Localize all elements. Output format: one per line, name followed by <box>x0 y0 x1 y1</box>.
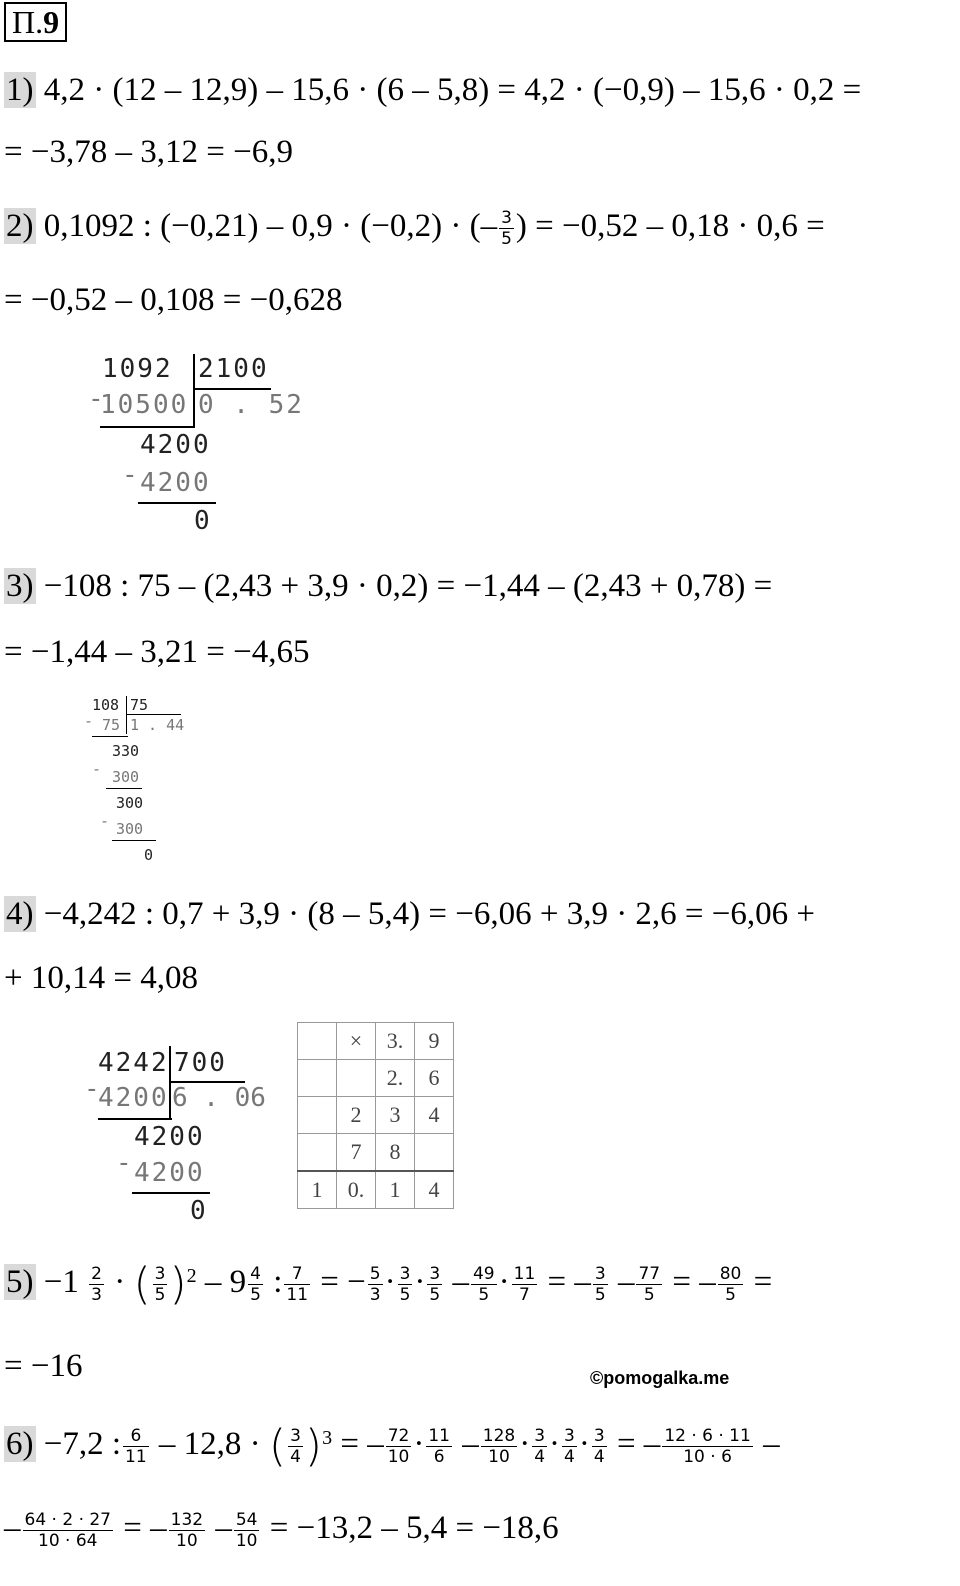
fraction: $\frac{11}{6}$ <box>428 1425 450 1467</box>
operator: – 9 <box>204 1264 247 1300</box>
grid-cell: 4 <box>415 1097 454 1134</box>
fraction: $\frac{54}{10}$ <box>235 1509 258 1551</box>
grid-cell: 9 <box>415 1023 454 1060</box>
grid-cell: 1 <box>298 1171 337 1209</box>
integer-part: 1 <box>62 1264 79 1300</box>
fraction: $\frac{12 \cdot 6 \cdot 11}{10 \cdot 6}$ <box>664 1425 751 1467</box>
underline <box>100 426 194 428</box>
underline <box>92 736 128 737</box>
remainder: 0 <box>144 846 154 864</box>
expression: 0,1092 : (−0,21) – 0,9 · (−0,2) · (– <box>43 208 498 244</box>
operator: = − <box>320 1264 366 1300</box>
operator: = – <box>340 1426 384 1462</box>
remainder: 0 <box>190 1196 206 1226</box>
divisor: 75 <box>130 696 149 714</box>
problem-5-line-1 <box>4 1258 773 1310</box>
problem-2-line-1 <box>4 206 825 249</box>
grid-cell <box>415 1134 454 1172</box>
problem-1-line-1 <box>4 70 861 110</box>
grid-cell: 3 <box>376 1097 415 1134</box>
subtrahend: 4200 <box>140 468 211 498</box>
expression: −7,2 : <box>43 1426 122 1462</box>
expression: −108 : 75 – (2,43 + 3,9 · 0,2) = −1,44 – (2,43 + 0,78) = <box>43 568 773 604</box>
fraction: $\frac{4}{5}$ <box>250 1263 261 1305</box>
division-bar <box>193 354 195 428</box>
quotient: 1 . 44 <box>130 716 185 734</box>
exponent: 3 <box>322 1427 333 1449</box>
operator: · <box>114 1264 126 1300</box>
expression: – 12,8 · <box>158 1426 261 1462</box>
subtrahend: 4200 <box>98 1083 169 1113</box>
fraction: $\frac{2}{3}$ <box>91 1263 102 1305</box>
remainder: 330 <box>112 742 140 760</box>
fraction: $\frac{80}{5}$ <box>719 1263 742 1305</box>
fraction: $\frac{64 \cdot 2 \cdot 27}{10 \cdot 64}$ <box>24 1509 112 1551</box>
grid-cell: × <box>337 1023 376 1060</box>
expression: ) = −0,52 – 0,18 · 0,6 = <box>515 208 825 244</box>
remainder: 300 <box>116 794 144 812</box>
section-label: П.9 <box>4 2 67 42</box>
problem-number: 4) <box>6 896 34 932</box>
grid-cell: 2. <box>376 1060 415 1097</box>
grid-cell: 8 <box>376 1134 415 1172</box>
fraction: $\frac{3}{4}$ <box>290 1425 301 1467</box>
open-paren: ( <box>133 1258 151 1310</box>
grid-cell: 3. <box>376 1023 415 1060</box>
minus-sign: - <box>84 712 94 730</box>
divisor: 700 <box>174 1048 227 1078</box>
grid-cell: 2 <box>337 1097 376 1134</box>
underline <box>106 788 142 789</box>
section-header <box>4 4 67 40</box>
minus-sign: - <box>92 760 102 778</box>
fraction: $\frac{77}{5}$ <box>638 1263 661 1305</box>
problem-number: 3) <box>6 568 34 604</box>
problem-number: 2) <box>6 208 34 244</box>
grid-cell <box>298 1097 337 1134</box>
operator: · <box>414 1264 426 1300</box>
fraction: $\frac{11}{7}$ <box>513 1263 536 1305</box>
underline <box>98 1118 172 1120</box>
fraction: $\frac{132}{10}$ <box>170 1509 204 1551</box>
remainder: 4200 <box>134 1122 205 1152</box>
operator: · <box>413 1426 425 1462</box>
fraction: $\frac{6}{11}$ <box>125 1425 147 1467</box>
grid-cell: 6 <box>415 1060 454 1097</box>
quotient: 6 . 06 <box>172 1083 266 1113</box>
grid-cell <box>337 1060 376 1097</box>
operator: · <box>549 1426 561 1462</box>
underline <box>138 502 216 504</box>
operator: = <box>753 1264 773 1300</box>
problem-number: 6) <box>6 1426 34 1462</box>
expression: = −13,2 – 5,4 = −18,6 <box>269 1510 559 1546</box>
exponent: 2 <box>186 1265 197 1287</box>
grid-cell <box>298 1023 337 1060</box>
subtrahend: 4200 <box>134 1158 205 1188</box>
fraction: $\frac{3}{4}$ <box>593 1425 605 1467</box>
quotient: 0 . 52 <box>198 390 304 420</box>
expression: 4,2 · (12 – 12,9) – 15,6 · (6 – 5,8) = 4,2 · (−0,9) – 15,6 · 0,2 = <box>43 72 862 108</box>
subtrahend: 10500 <box>100 390 189 420</box>
problem-6-line-2 <box>4 1508 559 1551</box>
close-paren: ) <box>304 1420 323 1472</box>
fraction: $\frac{128}{10}$ <box>482 1425 516 1467</box>
expression: −4,242 : 0,7 + 3,9 · (8 – 5,4) = −6,06 + 3,9 · 2,6 = −6,06 + <box>43 896 816 932</box>
grid-row <box>298 1171 454 1209</box>
operator: = – <box>123 1510 167 1546</box>
minus-sign: - <box>100 812 110 830</box>
dividend: 1092 <box>102 354 173 384</box>
operator: – <box>452 1264 469 1300</box>
grid-cell: 7 <box>337 1134 376 1172</box>
operator: · <box>384 1264 396 1300</box>
problem-6-line-1 <box>4 1420 780 1472</box>
dividend: 108 <box>92 696 120 714</box>
grid-cell <box>298 1060 337 1097</box>
fraction: $\frac{5}{3}$ <box>369 1263 381 1305</box>
problem-1-line-2: = −3,78 – 3,12 = −6,9 <box>4 134 293 170</box>
multiplication-grid <box>297 1022 454 1209</box>
fraction: $\frac{3}{5}$ <box>429 1263 441 1305</box>
divisor: 2100 <box>198 354 269 384</box>
operator: – <box>4 1510 21 1546</box>
operator: – <box>462 1426 479 1462</box>
underline <box>112 840 156 841</box>
fraction: $\frac{3}{5}$ <box>399 1263 411 1305</box>
grid-cell: 1 <box>376 1171 415 1209</box>
problem-4-line-1 <box>4 894 815 934</box>
grid-row <box>298 1134 454 1172</box>
problem-5-line-2: = −16 <box>4 1348 83 1384</box>
grid-row <box>298 1023 454 1060</box>
operator: : <box>273 1264 283 1300</box>
underline <box>132 1192 210 1194</box>
problem-2-line-2: = −0,52 – 0,108 = −0,628 <box>4 282 343 318</box>
fraction: $\frac{3}{5}$ <box>594 1263 606 1305</box>
division-bar <box>126 696 127 734</box>
remainder: 0 <box>194 506 210 536</box>
operator: · <box>578 1426 590 1462</box>
subtrahend: 75 <box>102 716 121 734</box>
fraction: $\frac{3}{4}$ <box>534 1425 546 1467</box>
grid-cell <box>298 1134 337 1172</box>
division-bar <box>127 714 181 715</box>
minus-sign: - <box>84 1074 100 1104</box>
fraction: $\frac{3}{5}$ <box>501 207 512 249</box>
grid-row <box>298 1060 454 1097</box>
watermark: ©pomogalka.me <box>590 1368 730 1388</box>
open-paren: ( <box>268 1420 287 1472</box>
minus-sign: - <box>88 384 104 414</box>
operator: – <box>763 1426 780 1462</box>
operator: = – <box>547 1264 591 1300</box>
fraction: $\frac{3}{5}$ <box>154 1263 166 1305</box>
grid-cell: 0. <box>337 1171 376 1209</box>
fraction: $\frac{49}{5}$ <box>472 1263 495 1305</box>
fraction: $\frac{7}{11}$ <box>286 1263 309 1305</box>
grid-cell: 4 <box>415 1171 454 1209</box>
operator: – <box>215 1510 232 1546</box>
operator: · <box>498 1264 510 1300</box>
remainder: 4200 <box>140 430 211 460</box>
subtrahend: 300 <box>116 820 144 838</box>
operator: = – <box>616 1426 661 1462</box>
grid-row <box>298 1097 454 1134</box>
problem-number: 1) <box>6 72 34 108</box>
subtrahend: 300 <box>112 768 140 786</box>
operator: · <box>519 1426 531 1462</box>
operator: − <box>43 1264 63 1300</box>
operator: = – <box>672 1264 716 1300</box>
minus-sign: - <box>116 1148 132 1178</box>
problem-4-line-2: + 10,14 = 4,08 <box>4 960 198 996</box>
close-paren: ) <box>169 1258 187 1310</box>
fraction: $\frac{3}{4}$ <box>564 1425 575 1467</box>
dividend: 4242 <box>98 1048 169 1078</box>
operator: – <box>617 1264 635 1300</box>
problem-number: 5) <box>6 1264 34 1300</box>
problem-3-line-1 <box>4 566 772 606</box>
fraction: $\frac{72}{10}$ <box>387 1425 410 1467</box>
problem-3-line-2: = −1,44 – 3,21 = −4,65 <box>4 634 310 670</box>
minus-sign: - <box>122 460 138 490</box>
